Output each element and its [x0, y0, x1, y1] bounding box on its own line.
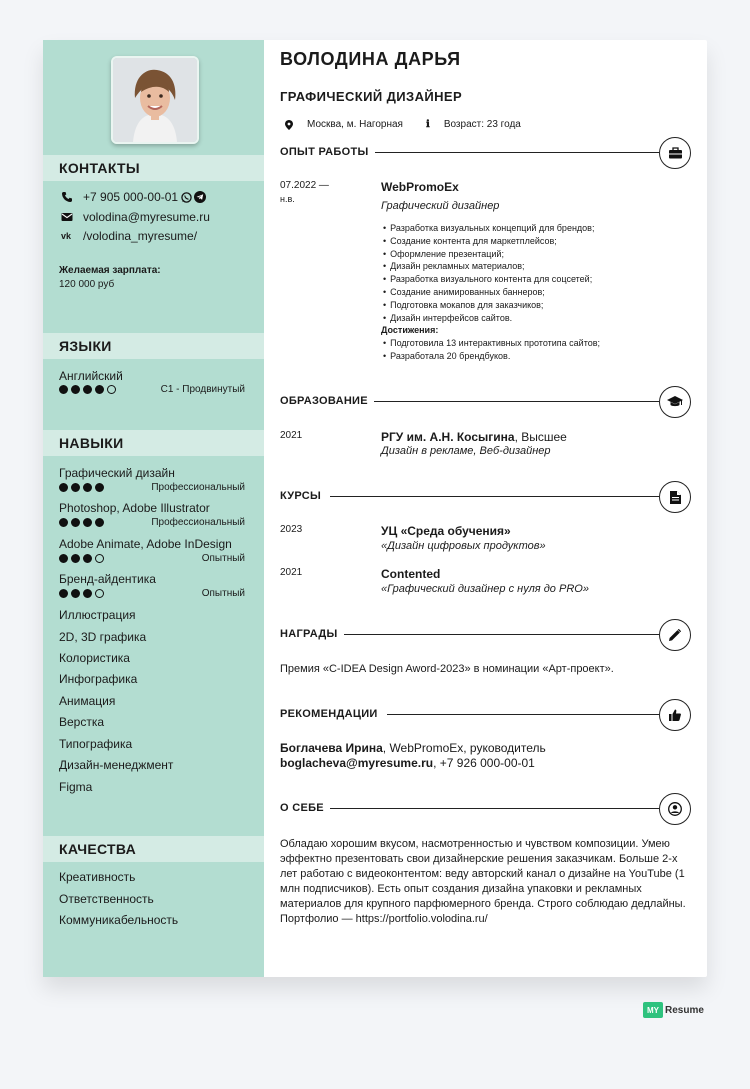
education-degree: , Высшее [514, 430, 567, 444]
quality-item: Креативность [59, 870, 136, 884]
recommendation-person: Боглачева Ирина [280, 741, 383, 755]
skills-header: НАВЫКИ [43, 430, 264, 456]
about-text: Обладаю хорошим вкусом, насмотренностью и чувством композиции. Умею эффектно презентовать свои дизайнерские решения заказчикам. Больше 2-х лет работаю с видеоконтентом: веду авторский канал о дизайне на YouTube (1 млн подписчиков). Есть опыт создания дизайна упаковки и рекламных материалов для крупного парфюмерного бренда. Строго соблюдаю дедлайны. Портфолио — https://portfolio.volodina.ru/ [280, 838, 686, 925]
full-name: ВОЛОДИНА ДАРЬЯ [280, 49, 461, 69]
courses-title: КУРСЫ [280, 490, 327, 502]
salary-label: Желаемая зарплата: [59, 265, 161, 276]
contact-phone[interactable] [61, 190, 206, 204]
skill-rating [59, 554, 104, 563]
recommendation-contact-line [280, 756, 692, 771]
rating-dot-empty [95, 589, 104, 598]
list-item: • Дизайн рекламных материалов; [381, 260, 594, 273]
awards-title: НАГРАДЫ [280, 628, 344, 640]
skill-rating [59, 483, 104, 492]
skill-level: Опытный [201, 588, 245, 599]
vk-text: /volodina_myresume/ [83, 229, 198, 243]
recommendation-email[interactable]: boglacheva@myresume.ru [280, 756, 434, 770]
course-year: 2021 [280, 567, 303, 578]
myresume-logo[interactable] [643, 1002, 704, 1018]
role-name: Графический дизайнер [381, 200, 500, 212]
about-title: О СЕБЕ [280, 802, 330, 814]
course-year: 2023 [280, 524, 303, 535]
list-item: • Разработка визуального контента для соцсетей; [381, 273, 594, 286]
rating-dot [59, 518, 68, 527]
rating-dot [71, 554, 80, 563]
briefcase-icon [659, 137, 691, 169]
rating-dot [59, 385, 68, 394]
skill-name: Photoshop, Adobe Illustrator [59, 501, 210, 515]
experience-date-end: н.в. [280, 194, 295, 204]
quality-item: Ответственность [59, 892, 154, 906]
user-icon [659, 793, 691, 825]
skill-rating [59, 589, 104, 598]
list-item: • Оформление презентаций; [381, 248, 594, 261]
skill-name: Графический дизайн [59, 466, 175, 480]
skill-item: Figma [59, 780, 93, 794]
rating-dot-empty [95, 554, 104, 563]
section-divider [370, 152, 659, 153]
section-divider [330, 808, 659, 809]
document-icon [659, 481, 691, 513]
rating-dot [59, 554, 68, 563]
education-school: РГУ им. А.Н. Косыгина [381, 430, 515, 444]
recommendation-person-line [280, 741, 692, 756]
skill-item: Инфографика [59, 672, 138, 686]
rating-dot [95, 518, 104, 527]
salary-value: 120 000 руб [59, 279, 115, 290]
qualities-header: КАЧЕСТВА [43, 836, 264, 862]
contacts-header: КОНТАКТЫ [43, 155, 264, 181]
list-item: • Разработала 20 брендбуков. [381, 350, 600, 363]
skill-name: Adobe Animate, Adobe InDesign [59, 537, 232, 551]
rating-dot [83, 385, 92, 394]
list-item: • Разработка визуальных концепций для брендов; [381, 222, 594, 235]
pencil-icon [659, 619, 691, 651]
contact-email[interactable] [61, 210, 210, 224]
job-title: ГРАФИЧЕСКИЙ ДИЗАЙНЕР [280, 89, 463, 104]
info-icon: ℹ [426, 119, 430, 130]
duties-list [381, 222, 594, 324]
languages-header: ЯЗЫКИ [43, 333, 264, 359]
skill-level: Профессиональный [151, 517, 245, 528]
recommendation-person-rest: , WebPromoEx, руководитель [382, 741, 546, 755]
rating-dot [95, 385, 104, 394]
experience-title: ОПЫТ РАБОТЫ [280, 146, 375, 158]
rating-dot [83, 554, 92, 563]
list-item: • Дизайн интерфейсов сайтов. [381, 312, 594, 325]
vk-icon: vk [61, 231, 72, 241]
recommendation-phone: , +7 926 000-00-01 [433, 756, 535, 770]
language-rating [59, 385, 116, 394]
rating-dot [71, 518, 80, 527]
email-text: volodina@myresume.ru [83, 210, 210, 224]
skill-item: 2D, 3D графика [59, 630, 147, 644]
rating-dot [59, 589, 68, 598]
achievements-label: Достижения: [381, 325, 439, 335]
course-name: «Дизайн цифровых продуктов» [381, 540, 546, 552]
whatsapp-icon [181, 192, 192, 203]
age-text: Возраст: 23 года [443, 119, 521, 130]
telegram-icon [194, 191, 206, 203]
skill-item: Иллюстрация [59, 608, 136, 622]
skill-item: Колористика [59, 651, 130, 665]
rating-dot [71, 483, 80, 492]
list-item: • Подготовила 13 интерактивных прототипа сайтов; [381, 337, 600, 350]
age [426, 119, 521, 130]
course-org: Contented [381, 567, 441, 581]
education-title: ОБРАЗОВАНИЕ [280, 395, 374, 407]
skill-level: Опытный [201, 553, 245, 564]
language-name: Английский [59, 369, 123, 383]
location-text: Москва, м. Нагорная [307, 119, 403, 130]
skill-item: Верстка [59, 715, 105, 729]
location [285, 119, 403, 130]
contact-vk[interactable] [61, 229, 197, 243]
section-divider [370, 401, 659, 402]
recommendations-title: РЕКОМЕНДАЦИИ [280, 708, 384, 720]
rating-dot [83, 589, 92, 598]
rating-dot [71, 589, 80, 598]
company-name: WebPromoEx [381, 180, 459, 194]
education-year: 2021 [280, 430, 303, 441]
section-divider [330, 496, 659, 497]
mail-icon [61, 211, 73, 223]
rating-dot [95, 483, 104, 492]
course-name: «Графический дизайнер с нуля до PRO» [381, 583, 589, 595]
awards-text: Премия «C-IDEA Design Aword-2023» в номинации «Арт-проект». [280, 663, 614, 675]
course-org: УЦ «Среда обучения» [381, 524, 511, 538]
language-level: C1 - Продвинутый [160, 384, 245, 395]
rating-dot [83, 518, 92, 527]
quality-item: Коммуникабельность [59, 913, 179, 927]
list-item: • Создание анимированных баннеров; [381, 286, 594, 299]
skill-item: Анимация [59, 694, 116, 708]
education-school-line [381, 430, 567, 444]
thumbs-up-icon [659, 699, 691, 731]
skill-level: Профессиональный [151, 482, 245, 493]
rating-dot [71, 385, 80, 394]
graduation-cap-icon [659, 386, 691, 418]
location-pin-icon [285, 120, 293, 130]
skill-rating [59, 518, 104, 527]
education-specialty: Дизайн в рекламе, Веб-дизайнер [381, 445, 551, 457]
skill-item: Типографика [59, 737, 133, 751]
logo-text: Resume [665, 1004, 704, 1016]
section-divider [344, 634, 659, 635]
experience-date: 07.2022 — [280, 180, 329, 191]
logo-box: MY [643, 1002, 663, 1018]
rating-dot-empty [107, 385, 116, 394]
phone-text: +7 905 000-00-01 [83, 190, 179, 204]
phone-icon [61, 191, 73, 203]
skill-name: Бренд-айдентика [59, 572, 156, 586]
list-item: • Подготовка мокапов для заказчиков; [381, 299, 594, 312]
section-divider [387, 714, 659, 715]
rating-dot [83, 483, 92, 492]
sidebar [43, 40, 264, 977]
rating-dot [59, 483, 68, 492]
achievements-list [381, 337, 600, 363]
resume-sheet [43, 40, 707, 977]
list-item: • Создание контента для маркетплейсов; [381, 235, 594, 248]
profile-photo [111, 56, 199, 144]
skill-item: Дизайн-менеджмент [59, 758, 174, 772]
